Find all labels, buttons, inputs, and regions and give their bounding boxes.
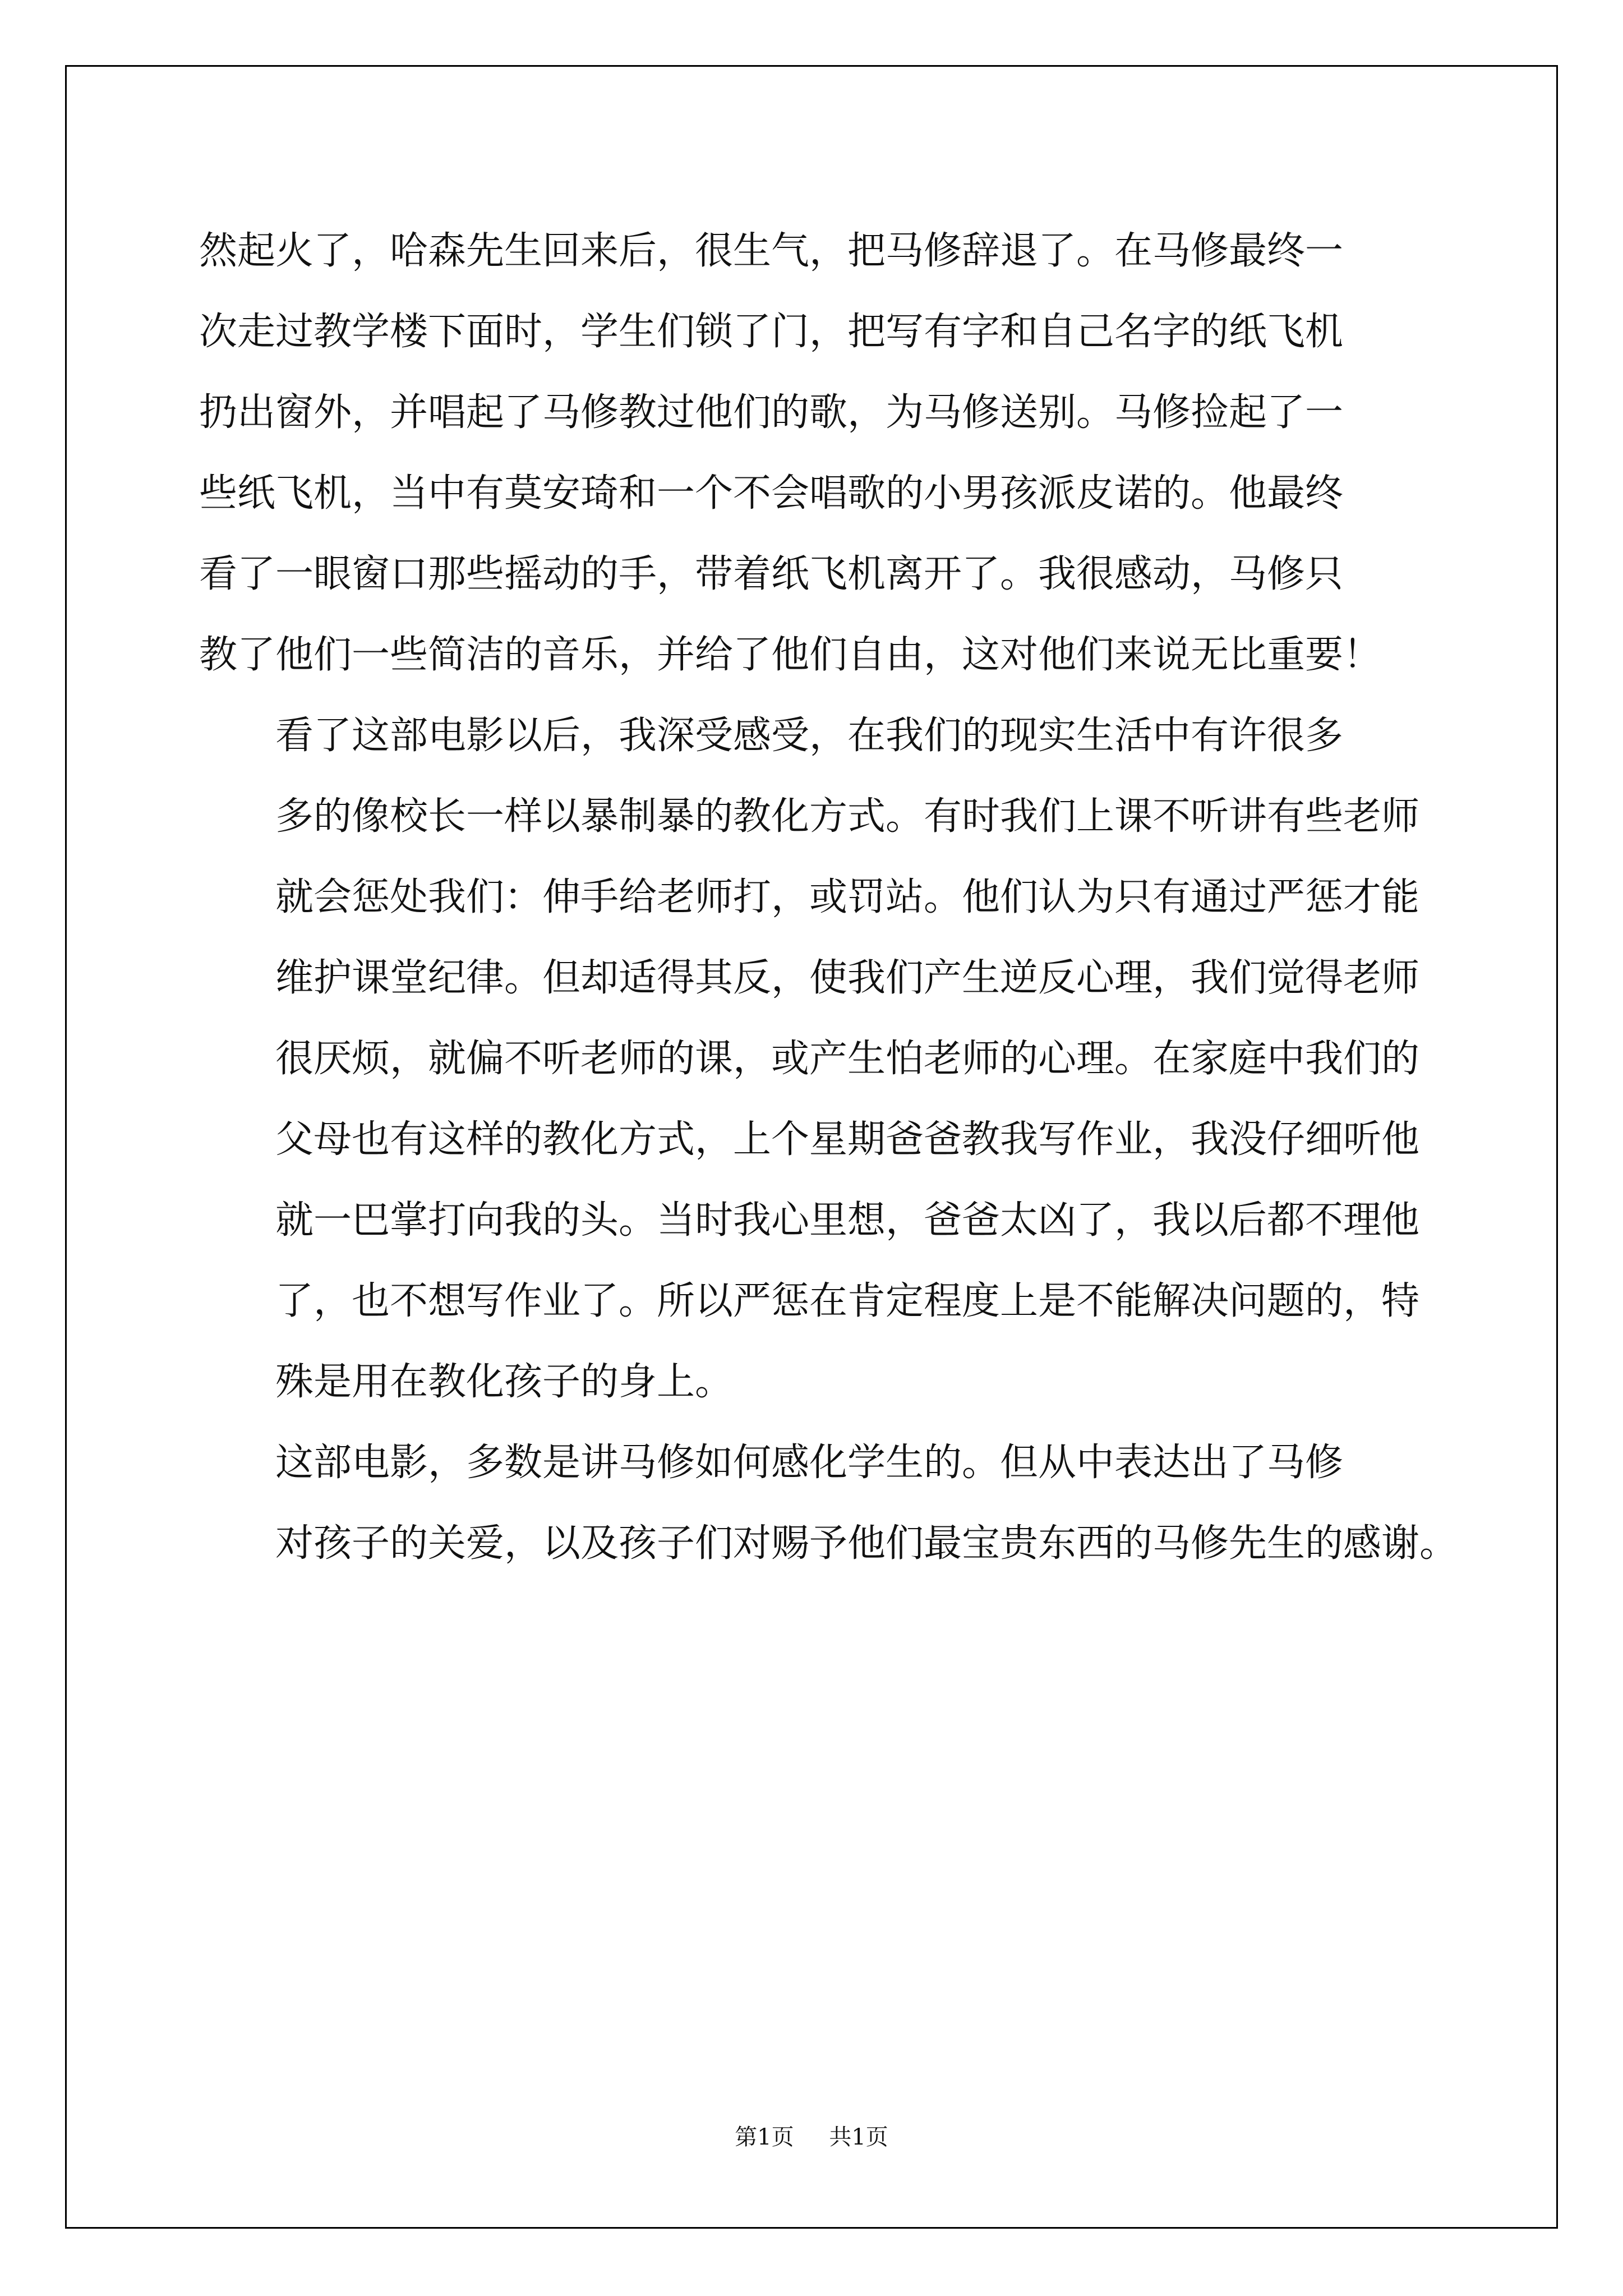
text-line: 教了他们一些简洁的音乐，并给了他们自由，这对他们来说无比重要！: [199, 633, 1382, 677]
text-line: 多的像校长一样以暴制暴的教化方式。有时我们上课不听讲有些老师: [275, 794, 1420, 839]
text-line: 扔出窗外，并唱起了马修教过他们的歌，为马修送别。马修捡起了一: [199, 390, 1344, 435]
text-line: 对孩子的关爱，以及孩子们对赐予他们最宝贵东西的马修先生的感谢。: [275, 1521, 1458, 1566]
text-line: 看了一眼窗口那些摇动的手，带着纸飞机离开了。我很感动，马修只: [199, 552, 1344, 596]
page-number: 第1页: [735, 2124, 794, 2150]
paragraph: [199, 1423, 1458, 1584]
text-line: 这部电影，多数是讲马修如何感化学生的。但从中表达出了马修: [275, 1441, 1344, 1485]
text-line: 维护课堂纪律。但却适得其反，使我们产生逆反心理，我们觉得老师: [275, 956, 1420, 1000]
text-line: 次走过教学楼下面时，学生们锁了门，把写有字和自己名字的纸飞机: [199, 310, 1344, 354]
text-line: 些纸飞机，当中有莫安琦和一个不会唱歌的小男孩派皮诺的。他最终: [199, 471, 1344, 516]
text-line: 就会惩处我们：伸手给老师打，或罚站。他们认为只有通过严惩才能: [275, 875, 1420, 919]
text-line: 父母也有这样的教化方式，上个星期爸爸教我写作业，我没仔细听他: [275, 1117, 1420, 1162]
paragraph: [199, 211, 1433, 696]
paragraph: [199, 696, 1433, 1423]
text-line: 殊是用在教化孩子的身上。: [275, 1360, 734, 1404]
document-body: [199, 211, 1458, 1584]
page-total: 共1页: [829, 2124, 888, 2150]
text-line: 就一巴掌打向我的头。当时我心里想，爸爸太凶了，我以后都不理他: [275, 1198, 1420, 1243]
text-line: 很厌烦，就偏不听老师的课，或产生怕老师的心理。在家庭中我们的: [275, 1037, 1420, 1081]
page-footer: [0, 2119, 1623, 2151]
text-line: 了，也不想写作业了。所以严惩在肯定程度上是不能解决问题的，特: [275, 1279, 1420, 1323]
text-line: 然起火了，哈森先生回来后，很生气，把马修辞退了。在马修最终一: [199, 229, 1344, 273]
text-line: 看了这部电影以后，我深受感受，在我们的现实生活中有许很多: [275, 714, 1344, 758]
